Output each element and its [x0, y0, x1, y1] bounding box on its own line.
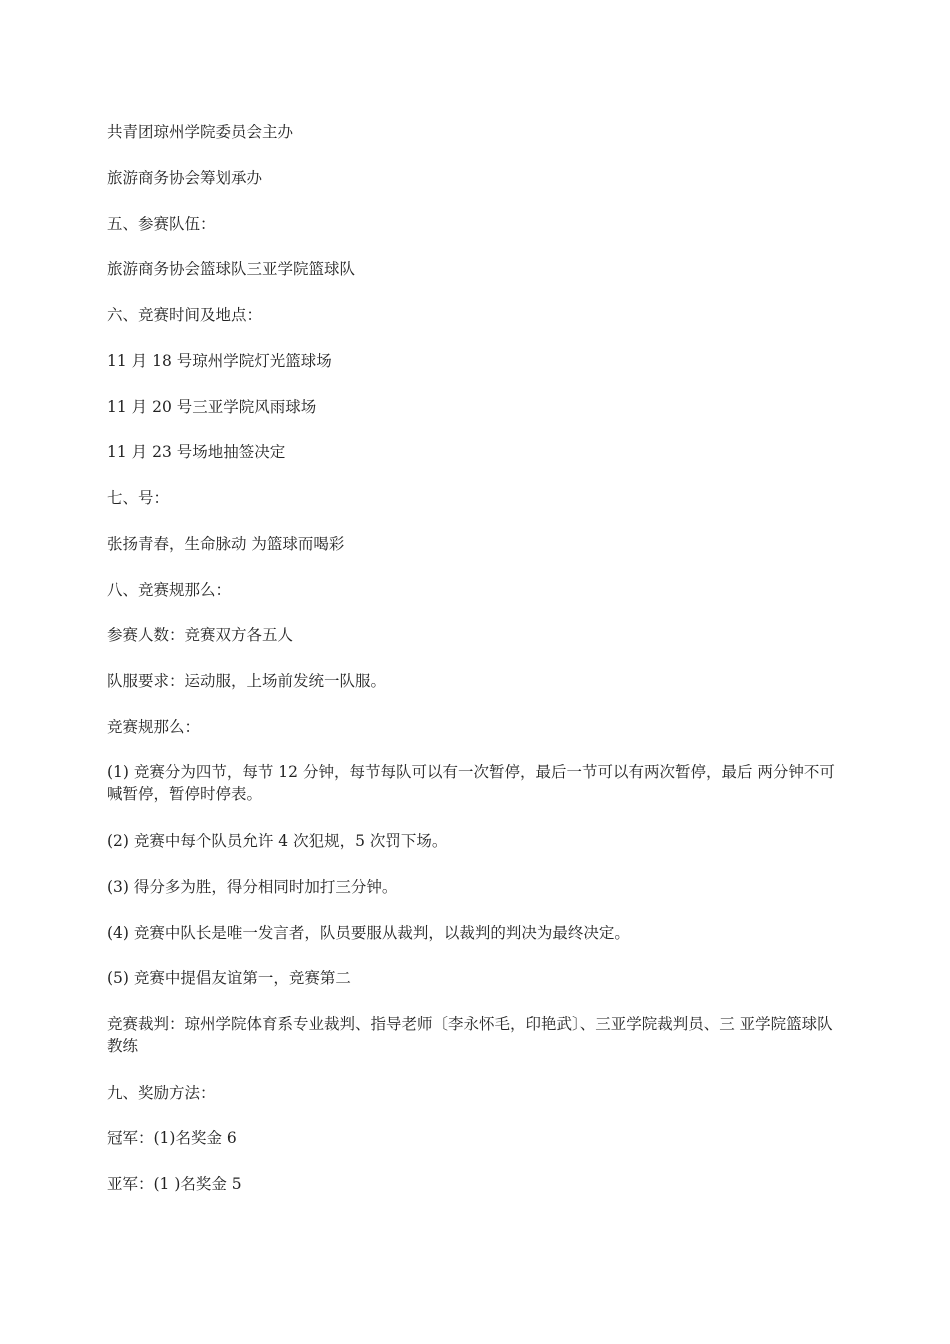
champion-award-line: 冠军：(1)名奖金 6: [107, 1129, 237, 1147]
schedule-line-3: 11 月 23 号场地抽签决定: [107, 443, 286, 461]
players-count-line: 参赛人数：竞赛双方各五人: [107, 626, 294, 644]
section-heading-rules: 八、竞赛规那么：: [107, 581, 232, 599]
section-heading-slogan: 七、号：: [107, 489, 170, 507]
runner-up-award-line: 亚军：(1 )名奖金 5: [107, 1175, 242, 1193]
rule-item-1: (1) 竞赛分为四节，每节 12 分钟，每节每队可以有一次暂停，最后一节可以有两次暂停，最后 两分钟不可喊暂停，暂停时停表。: [107, 763, 835, 803]
co-organizer-line: 旅游商务协会筹划承办: [107, 169, 263, 187]
rule-item-5: (5) 竞赛中提倡友谊第一，竞赛第二: [107, 969, 351, 987]
section-heading-teams: 五、参赛队伍：: [107, 215, 216, 233]
rule-item-3: (3) 得分多为胜，得分相同时加打三分钟。: [107, 878, 398, 896]
section-heading-awards: 九、奖励方法：: [107, 1084, 216, 1102]
rules-subheading: 竞赛规那么：: [107, 718, 201, 736]
rule-item-2: (2) 竞赛中每个队员允许 4 次犯规，5 次罚下场。: [107, 832, 448, 850]
section-heading-time-place: 六、竞赛时间及地点：: [107, 306, 263, 324]
rule-item-4: (4) 竞赛中队长是唯一发言者，队员要服从裁判，以裁判的判决为最终决定。: [107, 924, 630, 942]
referees-line: 竞赛裁判：琼州学院体育系专业裁判、指导老师〔李永怀毛，印艳武〕、三亚学院裁判员、三 亚学院篮球队教练: [107, 1015, 833, 1055]
organizer-line: 共青团琼州学院委员会主办: [107, 123, 294, 141]
schedule-line-1: 11 月 18 号琼州学院灯光篮球场: [107, 352, 332, 370]
uniform-line: 队服要求：运动服，上场前发统一队服。: [107, 672, 387, 690]
teams-line: 旅游商务协会篮球队三亚学院篮球队: [107, 260, 356, 278]
schedule-line-2: 11 月 20 号三亚学院风雨球场: [107, 398, 317, 416]
slogan-line: 张扬青春，生命脉动 为篮球而喝彩: [107, 535, 345, 553]
